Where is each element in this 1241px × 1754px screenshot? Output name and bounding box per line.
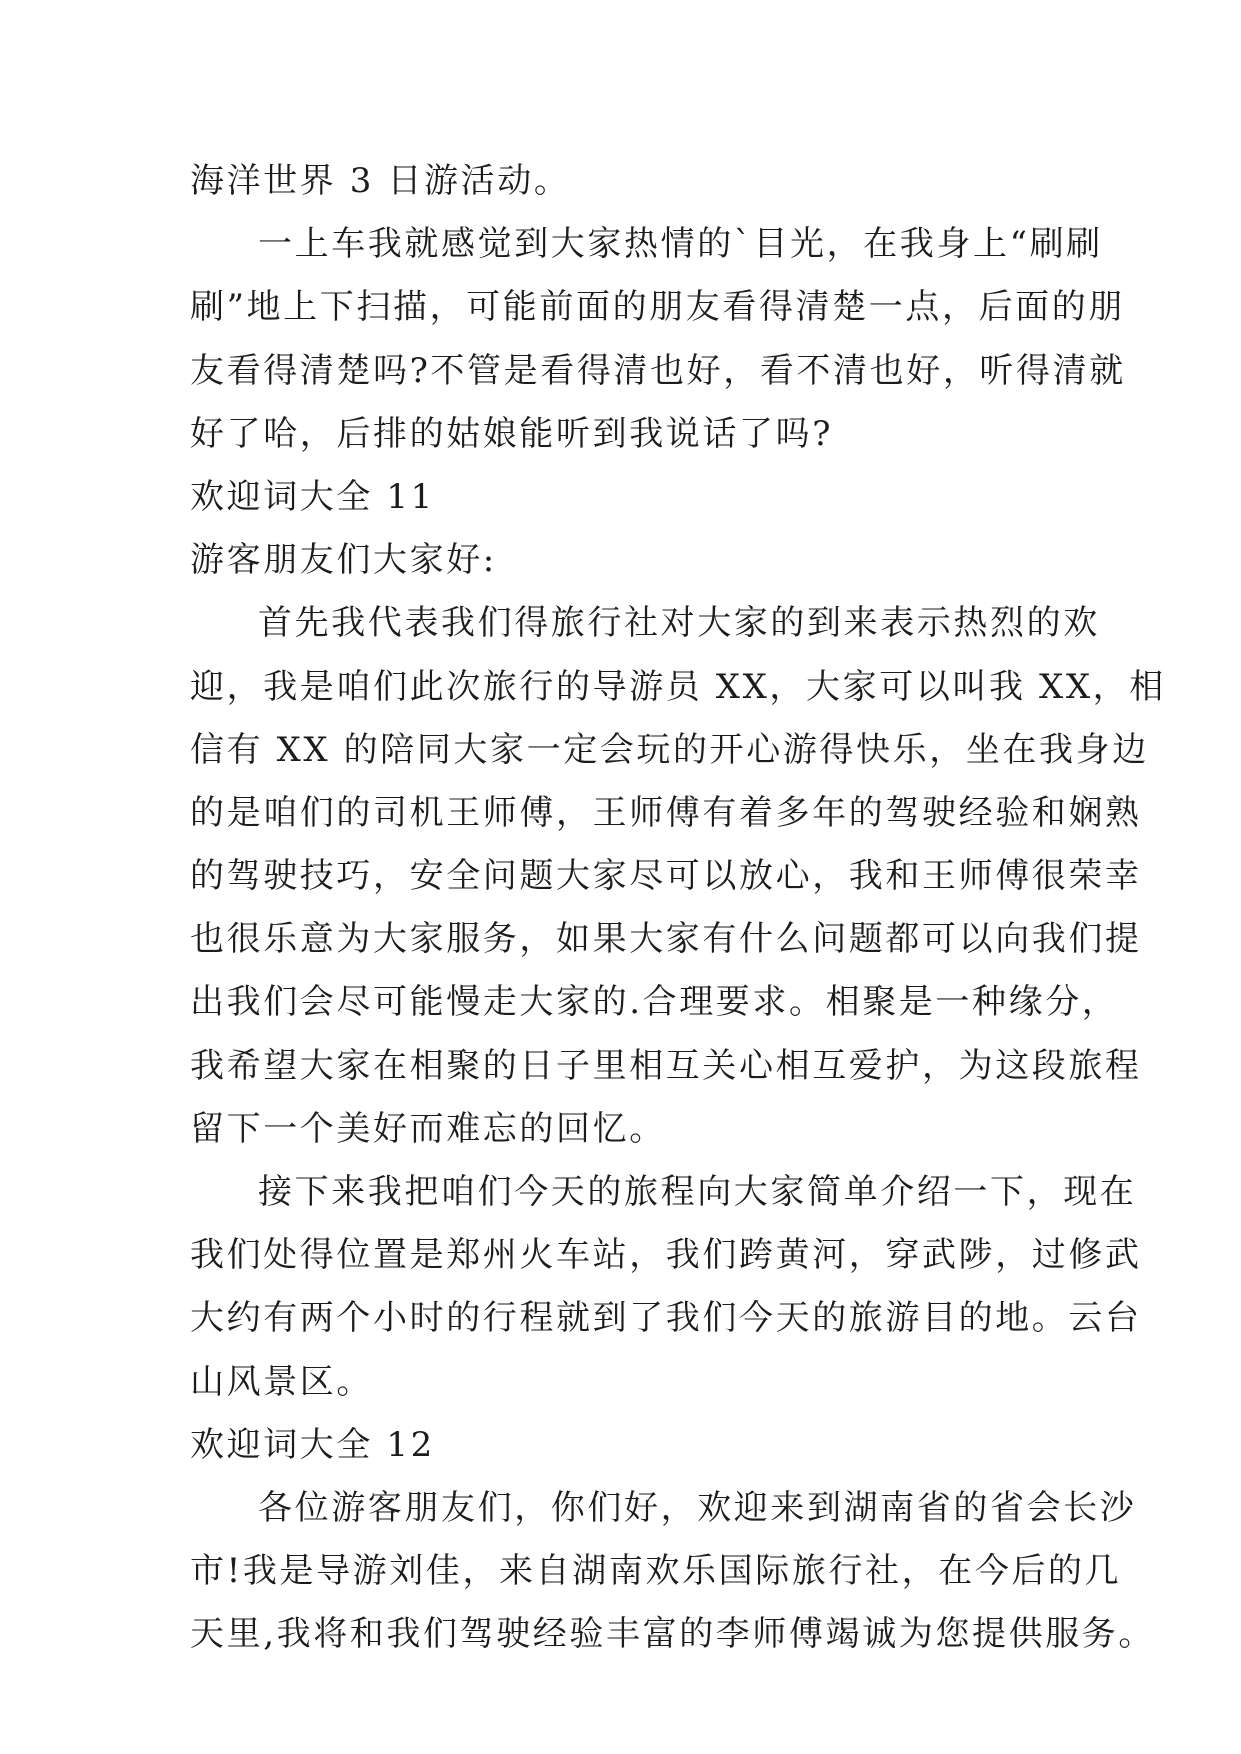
text-line: 留下一个美好而难忘的回忆。 — [190, 1108, 666, 1149]
text-line: 信有 XX 的陪同大家一定会玩的开心游得快乐，坐在我身边 — [190, 729, 1149, 770]
paragraph-first-line: 首先我代表我们得旅行社对大家的到来表示热烈的欢 — [258, 603, 1100, 644]
text-line: 也很乐意为大家服务，如果大家有什么问题都可以向我们提 — [190, 919, 1142, 960]
text-line: 天里,我将和我们驾驶经验丰富的李师傅竭诚为您提供服务。 — [190, 1614, 1156, 1655]
paragraph-first-line: 接下来我把咱们今天的旅程向大家简单介绍一下，现在 — [258, 1172, 1137, 1212]
greeting-line: 游客朋友们大家好: — [190, 540, 497, 581]
paragraph-first-line: 各位游客朋友们，你们好，欢迎来到湖南省的省会长沙 — [258, 1487, 1137, 1528]
paragraph-first-line: 一上车我就感觉到大家热情的`目光，在我身上“刷刷 — [258, 224, 1103, 265]
section-heading: 欢迎词大全 11 — [190, 476, 435, 517]
text-line: 山风景区。 — [190, 1361, 373, 1402]
text-line: 大约有两个小时的行程就到了我们今天的旅游目的地。云台 — [190, 1298, 1142, 1339]
text-line: 友看得清楚吗?不管是看得清也好，看不清也好，听得清就 — [190, 350, 1126, 391]
text-line: 好了哈，后排的姑娘能听到我说话了吗? — [190, 413, 834, 454]
text-line: 市!我是导游刘佳，来自湖南欢乐国际旅行社，在今后的几 — [190, 1551, 1122, 1592]
text-line: 出我们会尽可能慢走大家的.合理要求。相聚是一种缘分， — [190, 982, 1119, 1023]
text-line: 刷”地上下扫描，可能前面的朋友看得清楚一点，后面的朋 — [190, 287, 1125, 328]
text-line: 迎，我是咱们此次旅行的导游员 XX，大家可以叫我 XX，相 — [190, 666, 1166, 707]
text-line: 海洋世界 3 日游活动。 — [190, 161, 571, 201]
text-line: 我们处得位置是郑州火车站，我们跨黄河，穿武陟，过修武 — [190, 1235, 1142, 1276]
document-body — [190, 150, 1166, 1667]
section-heading: 欢迎词大全 12 — [190, 1424, 435, 1465]
text-line: 的驾驶技巧，安全问题大家尽可以放心，我和王师傅很荣幸 — [190, 856, 1142, 897]
text-line: 我希望大家在相聚的日子里相互关心相互爱护，为这段旅程 — [190, 1045, 1142, 1086]
text-line: 的是咱们的司机王师傅，王师傅有着多年的驾驶经验和娴熟 — [190, 792, 1142, 833]
